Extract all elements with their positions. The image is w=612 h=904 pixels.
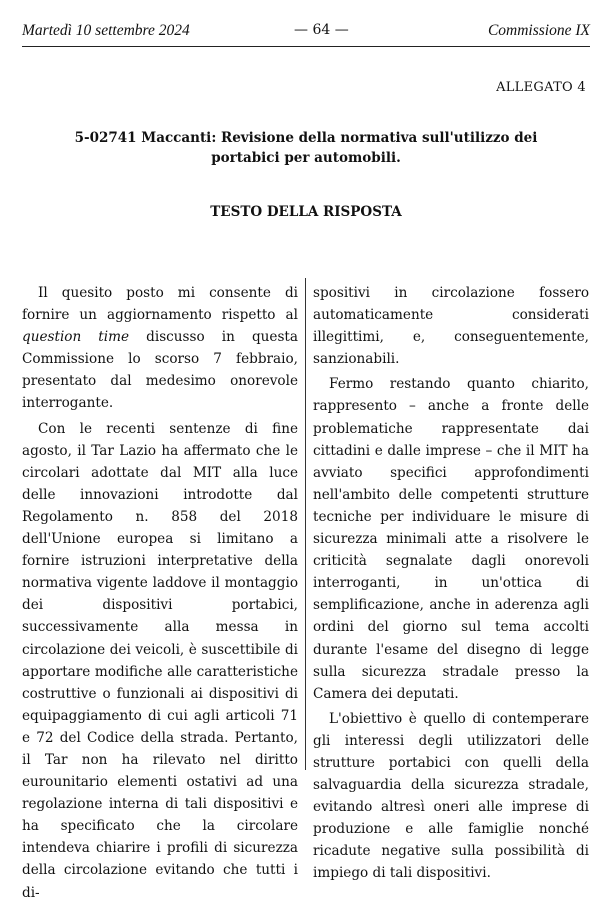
header-date: Martedì 10 settembre 2024: [22, 22, 190, 39]
page-number: — 64 —: [294, 22, 349, 38]
right-paragraph-2: Fermo restando quanto chiarito, rappresento – anche a fronte delle problematiche rappresentate dai cittadini e dalle imprese – che il MIT ha avviato specifici approfondimenti nell'ambito delle competenti strutture tecniche per individuare le misure di sicurezza minimali atte a risolvere le criticità segnalate dagli onorevoli interroganti, in un'ottica di semplificazione, anche in aderenza agli ordini del giorno sul tema accolti durante l'esame del disegno di legge sulla sicurezza stradale presso la Camera dei deputati.: [313, 376, 589, 702]
left-column: [22, 282, 298, 904]
left-p1-text-b: discusso in questa Commissione lo scorso 7 febbraio, presentato dal medesimo onorevole interrogante.: [22, 329, 298, 412]
allegato-label: ALLEGATO 4: [496, 80, 586, 95]
header-committee: Commissione IX: [487, 22, 590, 39]
page-header: [22, 22, 590, 42]
left-p1-text-a: Il quesito posto mi consente di fornire un aggiornamento rispetto al: [22, 285, 298, 324]
right-paragraph-3: L'obiettivo è quello di contemperare gli interessi degli utilizzatori delle strutture portabici con quelli della salvaguardia della sicurezza stradale, evitando altresì oneri alle imprese di produzione e alle famiglie nonché ricadute negative sulla possibilità di impiego di tali dispositivi.: [313, 710, 589, 882]
section-subtitle: TESTO DELLA RISPOSTA: [210, 204, 402, 220]
left-paragraph-1: [22, 282, 298, 415]
right-paragraph-1: spositivi in circolazione fossero automaticamente considerati illegittimi, e, conseguentemente, sanzionabili.: [313, 285, 589, 368]
header-rule: [22, 46, 590, 47]
column-divider: [305, 278, 306, 770]
document-title: 5-02741 Maccanti: Revisione della normativa sull'utilizzo dei portabici per automobili.: [74, 130, 538, 166]
right-column: [313, 282, 589, 885]
left-paragraph-2: Con le recenti sentenze di fine agosto, il Tar Lazio ha affermato che le circolari adottate dal MIT alla luce delle innovazioni introdotte dal Regolamento n. 858 del 2018 dell'Unione europea si limitano a fornire istruzioni interpretative della normativa vigente laddove il montaggio dei dispositivi portabici, successivamente alla messa in circolazione dei veicoli, è suscettibile di apportare modifiche alle caratteristiche costruttive o funzionali ai dispositivi di equipaggiamento di cui agli articoli 71 e 72 del Codice della strada. Pertanto, il Tar non ha rilevato nel diritto eurounitario elementi ostativi ad una regolazione interna di tali dispositivi e ha specificato che la circolare intendeva chiarire i profili di sicurezza della circolazione evitando che tutti i di-: [22, 420, 298, 901]
left-p1-italic: question time: [22, 329, 130, 346]
